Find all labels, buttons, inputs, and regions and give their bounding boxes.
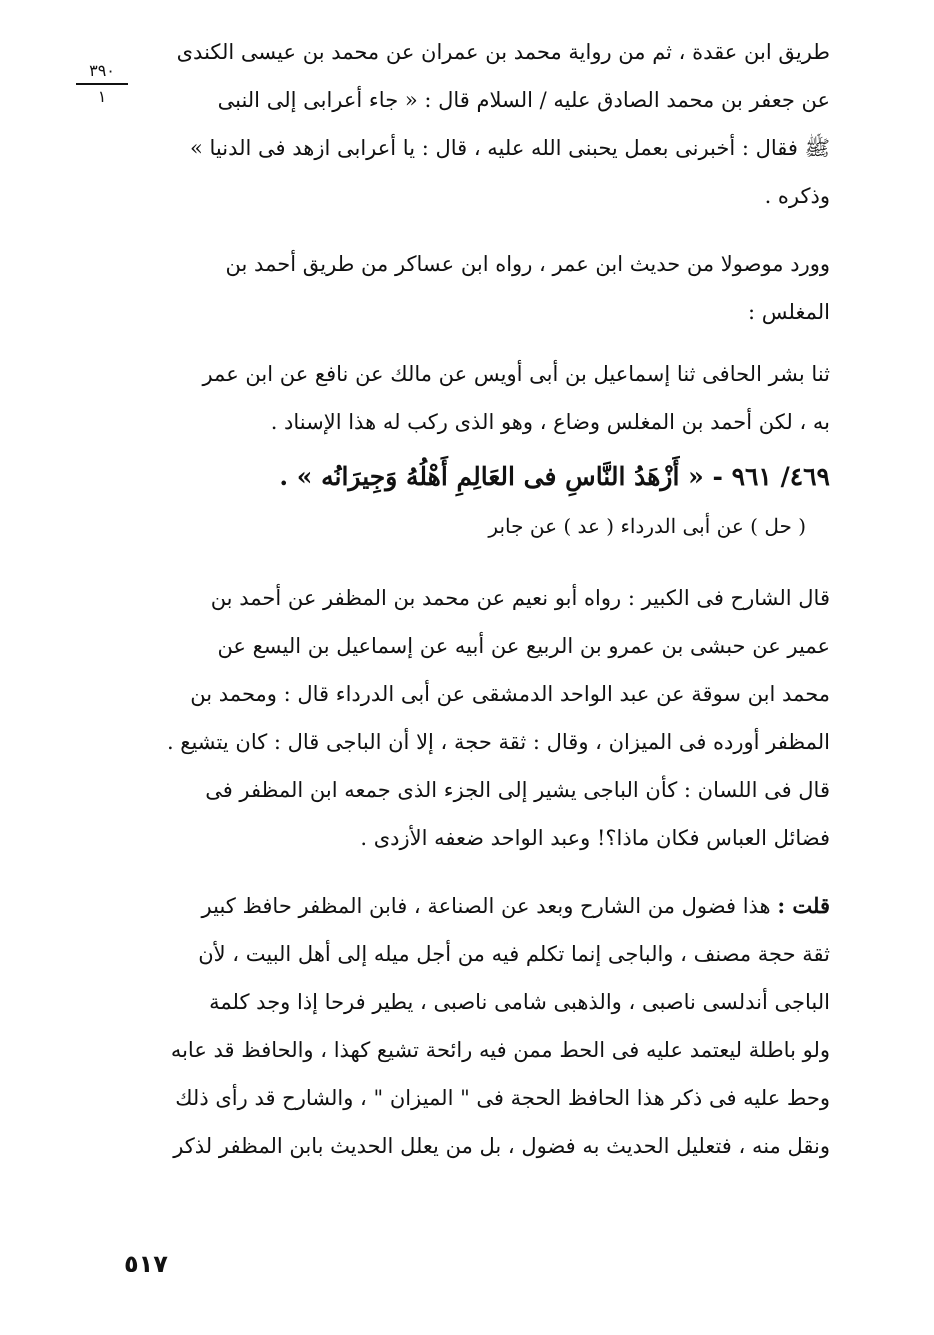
- hadith-sources: ( حل ) عن أبى الدرداء ( عد ) عن جابر: [488, 514, 806, 538]
- qultu-label: قلت :: [777, 893, 830, 918]
- text-line: ونقل منه ، فتعليل الحديث به فضول ، بل من يعلل الحديث بابن المظفر لذكر: [173, 1134, 830, 1158]
- hadith-heading: ٤٦٩/ ٩٦١ - « أَزْهَدُ النَّاسِ فى العَالِمِ أَهْلُهُ وَجِيرَانُه » .: [279, 462, 830, 491]
- text-line: المغلس :: [748, 300, 830, 324]
- hadith-block: [124, 452, 830, 550]
- text-line: ثنا بشر الحافى ثنا إسماعيل بن أبى أويس عن مالك عن نافع عن ابن عمر: [202, 362, 830, 386]
- text-line: وورد موصولا من حديث ابن عمر ، رواه ابن عساكر من طريق أحمد بن: [225, 252, 830, 276]
- text-line: قال فى اللسان : كأن الباجى يشير إلى الجزء الذى جمعه ابن المظفر فى: [205, 778, 830, 802]
- text-line: ثقة حجة مصنف ، والباجى إنما تكلم فيه من أجل ميله إلى أهل البيت ، لأن: [198, 942, 830, 966]
- text-line: ولو باطلة ليعتمد عليه فى الحط ممن فيه رائحة تشيع كهذا ، والحافظ قد عابه: [170, 1038, 830, 1062]
- text-line: طريق ابن عقدة ، ثم من رواية محمد بن عمران عن محمد بن عيسى الكندى: [176, 40, 830, 64]
- text-line: عن جعفر بن محمد الصادق عليه / السلام قال : « جاء أعرابى إلى النبى: [217, 88, 830, 112]
- paragraph-5: [124, 882, 830, 1170]
- text-line: به ، لكن أحمد بن المغلس وضاع ، وهو الذى ركب له هذا الإسناد .: [270, 410, 830, 434]
- margin-reference: [76, 62, 128, 106]
- text-line: قال الشارح فى الكبير : رواه أبو نعيم عن محمد بن المظفر عن أحمد بن: [210, 586, 830, 610]
- paragraph-2: [124, 240, 830, 336]
- margin-reference-top: ٣٩٠: [89, 61, 115, 80]
- paragraph-1: [124, 28, 830, 220]
- text-line-rest: هذا فضول من الشارح وبعد عن الصناعة ، فابن المظفر حافظ كبير: [201, 894, 778, 918]
- text-line: وحط عليه فى ذكر هذا الحافظ الحجة فى " الميزان " ، والشارح قد رأى ذلك: [175, 1086, 830, 1110]
- paragraph-3: [124, 350, 830, 446]
- text-line: المظفر أورده فى الميزان ، وقال : ثقة حجة ، إلا أن الباجى قال : كان يتشيع .: [166, 730, 830, 754]
- text-line: عمير عن حبشى بن عمرو بن الربيع عن أبيه عن إسماعيل بن اليسع عن: [217, 634, 830, 658]
- text-line: محمد ابن سوقة عن عبد الواحد الدمشقى عن أبى الدرداء قال : ومحمد بن: [190, 682, 830, 706]
- text-line: [124, 882, 830, 930]
- page-number: ٥١٧: [124, 1250, 168, 1278]
- margin-reference-divider: [76, 83, 128, 85]
- paragraph-4: [124, 574, 830, 862]
- text-line: فضائل العباس فكان ماذا؟! وعبد الواحد ضعفه الأزدى .: [360, 826, 830, 850]
- margin-reference-bottom: ١: [97, 87, 107, 106]
- text-line: وذكره .: [764, 184, 830, 208]
- text-line: الباجى أندلسى ناصبى ، والذهبى شامى ناصبى ، يطير فرحا إذا وجد كلمة: [209, 990, 830, 1014]
- text-line: ﷺ فقال : أخبرنى بعمل يحبنى الله عليه ، قال : يا أعرابى ازهد فى الدنيا »: [190, 136, 830, 160]
